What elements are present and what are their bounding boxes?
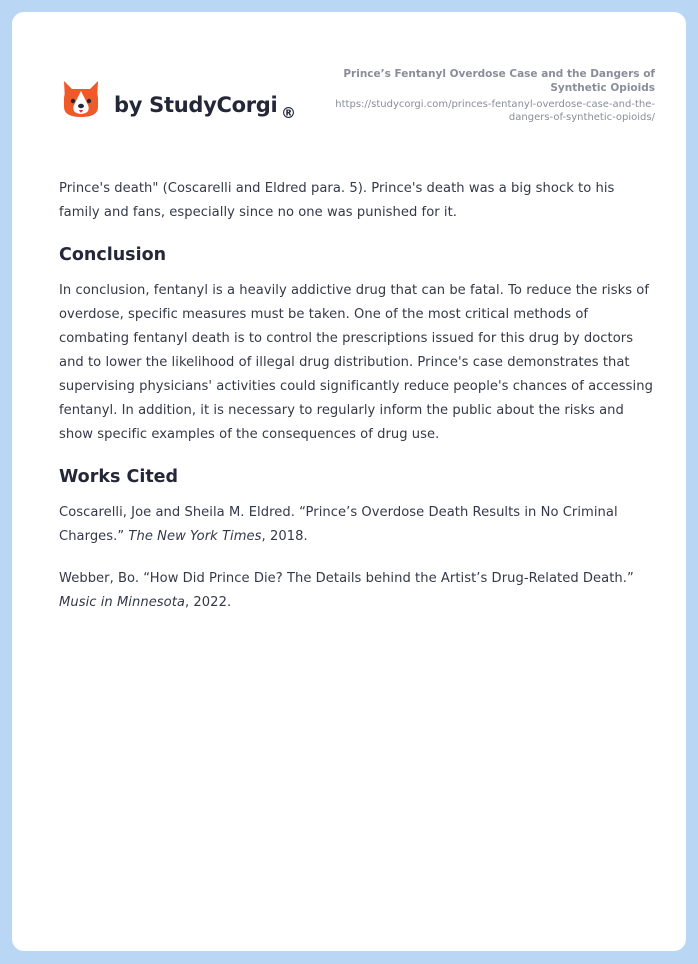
conclusion-heading: Conclusion [59,245,167,265]
reference-year: , 2022. [185,595,232,610]
document-body [59,177,659,615]
reference-year: , 2018. [261,529,308,544]
reference-entry [59,567,659,615]
reference-text: Coscarelli, Joe and Sheila M. Eldred. “Prince’s Overdose Death Results in No Criminal Charges.” [59,505,618,544]
intro-paragraph: Prince's death" (Coscarelli and Eldred para. 5). Prince's death was a big shock to his family and fans, especially since no one was punished for it. [59,181,615,220]
document-title: Prince’s Fentanyl Overdose Case and the Dangers of Synthetic Opioids [343,68,655,94]
document-meta [315,67,655,124]
document-url[interactable]: https://studycorgi.com/princes-fentanyl-overdose-case-and-the-dangers-of-synthetic-opioids/ [335,99,655,123]
reference-entry [59,501,659,549]
studycorgi-logo[interactable] [61,77,296,122]
registered-mark: ® [281,104,296,122]
works-cited-heading: Works Cited [59,467,179,487]
document-page [12,12,686,951]
corgi-logo-icon [61,77,101,121]
reference-source: Music in Minnesota [59,595,185,610]
reference-text: Webber, Bo. “How Did Prince Die? The Details behind the Artist’s Drug-Related Death.” [59,571,634,586]
brand-name: by StudyCorgi [114,93,278,117]
conclusion-paragraph: In conclusion, fentanyl is a heavily addictive drug that can be fatal. To reduce the risks of overdose, specific measures must be taken. One of the most critical methods of combating fentanyl death is to control the prescriptions issued for this drug by doctors and to lower the likelihood of illegal drug distribution. Prince's case demonstrates that supervising physicians' activities could significantly reduce people's chances of accessing fentanyl. In addition, it is necessary to regularly inform the public about the risks and show specific examples of the consequences of drug use. [59,283,653,442]
reference-source: The New York Times [128,529,262,544]
